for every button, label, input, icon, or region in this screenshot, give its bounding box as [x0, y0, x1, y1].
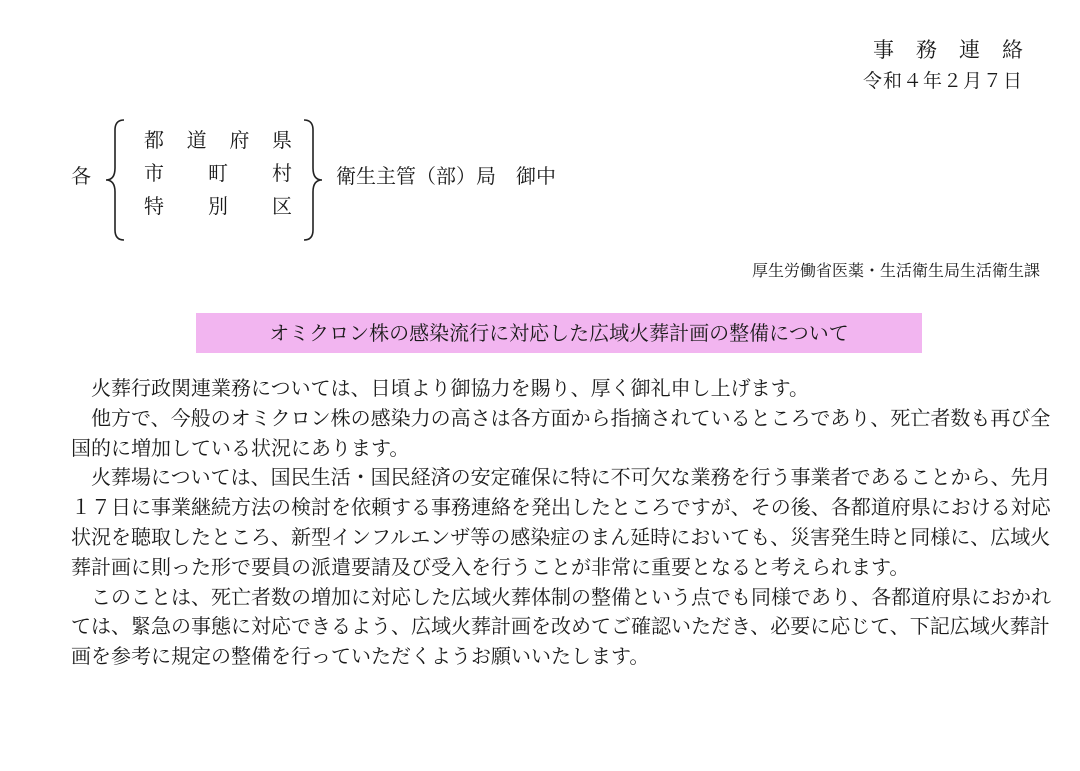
subject-title: オミクロン株の感染流行に対応した広域火葬計画の整備について: [196, 313, 922, 353]
document-date: 令和４年２月７日: [862, 70, 1023, 92]
recipient-char: 県: [271, 128, 292, 152]
body-paragraph: このことは、死亡者数の増加に対応した広域火葬体制の整備という点でも同様であり、各都道府県におかれては、緊急の事態に対応できるよう、広域火葬計画を改めてご確認いただき、必要に応じて、下記広域火葬計画を参考に規定の整備を行っていただくようお願いいたします。: [71, 584, 1051, 669]
recipient-char: 町: [208, 161, 228, 185]
recipient-char: 府: [229, 128, 250, 152]
recipient-char: 村: [272, 161, 292, 185]
addressee-suffix: 衛生主管（部）局 御中: [336, 164, 556, 188]
document-type-label: 事務連絡: [873, 38, 1045, 62]
recipient-line-municipalities: [144, 157, 292, 190]
recipient-char: 特: [144, 194, 164, 218]
recipient-char: 道: [186, 128, 207, 152]
right-brace-icon: [302, 118, 324, 242]
recipient-char: 区: [272, 194, 292, 218]
body-paragraph: 火葬場については、国民生活・国民経済の安定確保に特に不可欠な業務を行う事業者であることから、先月１７日に事業継続方法の検討を依頼する事務連絡を発出したところですが、その後、各都道府県における対応状況を聴取したところ、新型インフルエンザ等の感染症のまん延時においても、災害発生時と同様に、広域火葬計画に則った形で要員の派遣要請及び受入を行うことが非常に重要となると考えられます。: [71, 465, 1051, 579]
recipient-char: 都: [144, 128, 164, 152]
recipient-char: 別: [208, 194, 228, 218]
recipient-char: 市: [144, 161, 164, 185]
recipient-line-prefectures: [144, 124, 292, 157]
body-paragraph: 火葬行政関連業務については、日頃より御協力を賜り、厚く御礼申し上げます。: [91, 376, 809, 400]
left-brace-icon: [104, 118, 126, 242]
addressee-prefix: 各: [71, 164, 91, 188]
recipient-list: [144, 124, 292, 223]
sender-department: 厚生労働省医薬・生活衛生局生活衛生課: [751, 261, 1040, 280]
body-paragraph: 他方で、今般のオミクロン株の感染力の高さは各方面から指摘されているところであり、死亡者数も再び全国的に増加している状況にあります。: [71, 405, 1051, 460]
recipient-line-special-wards: [144, 190, 292, 223]
document-body: [71, 374, 1056, 672]
